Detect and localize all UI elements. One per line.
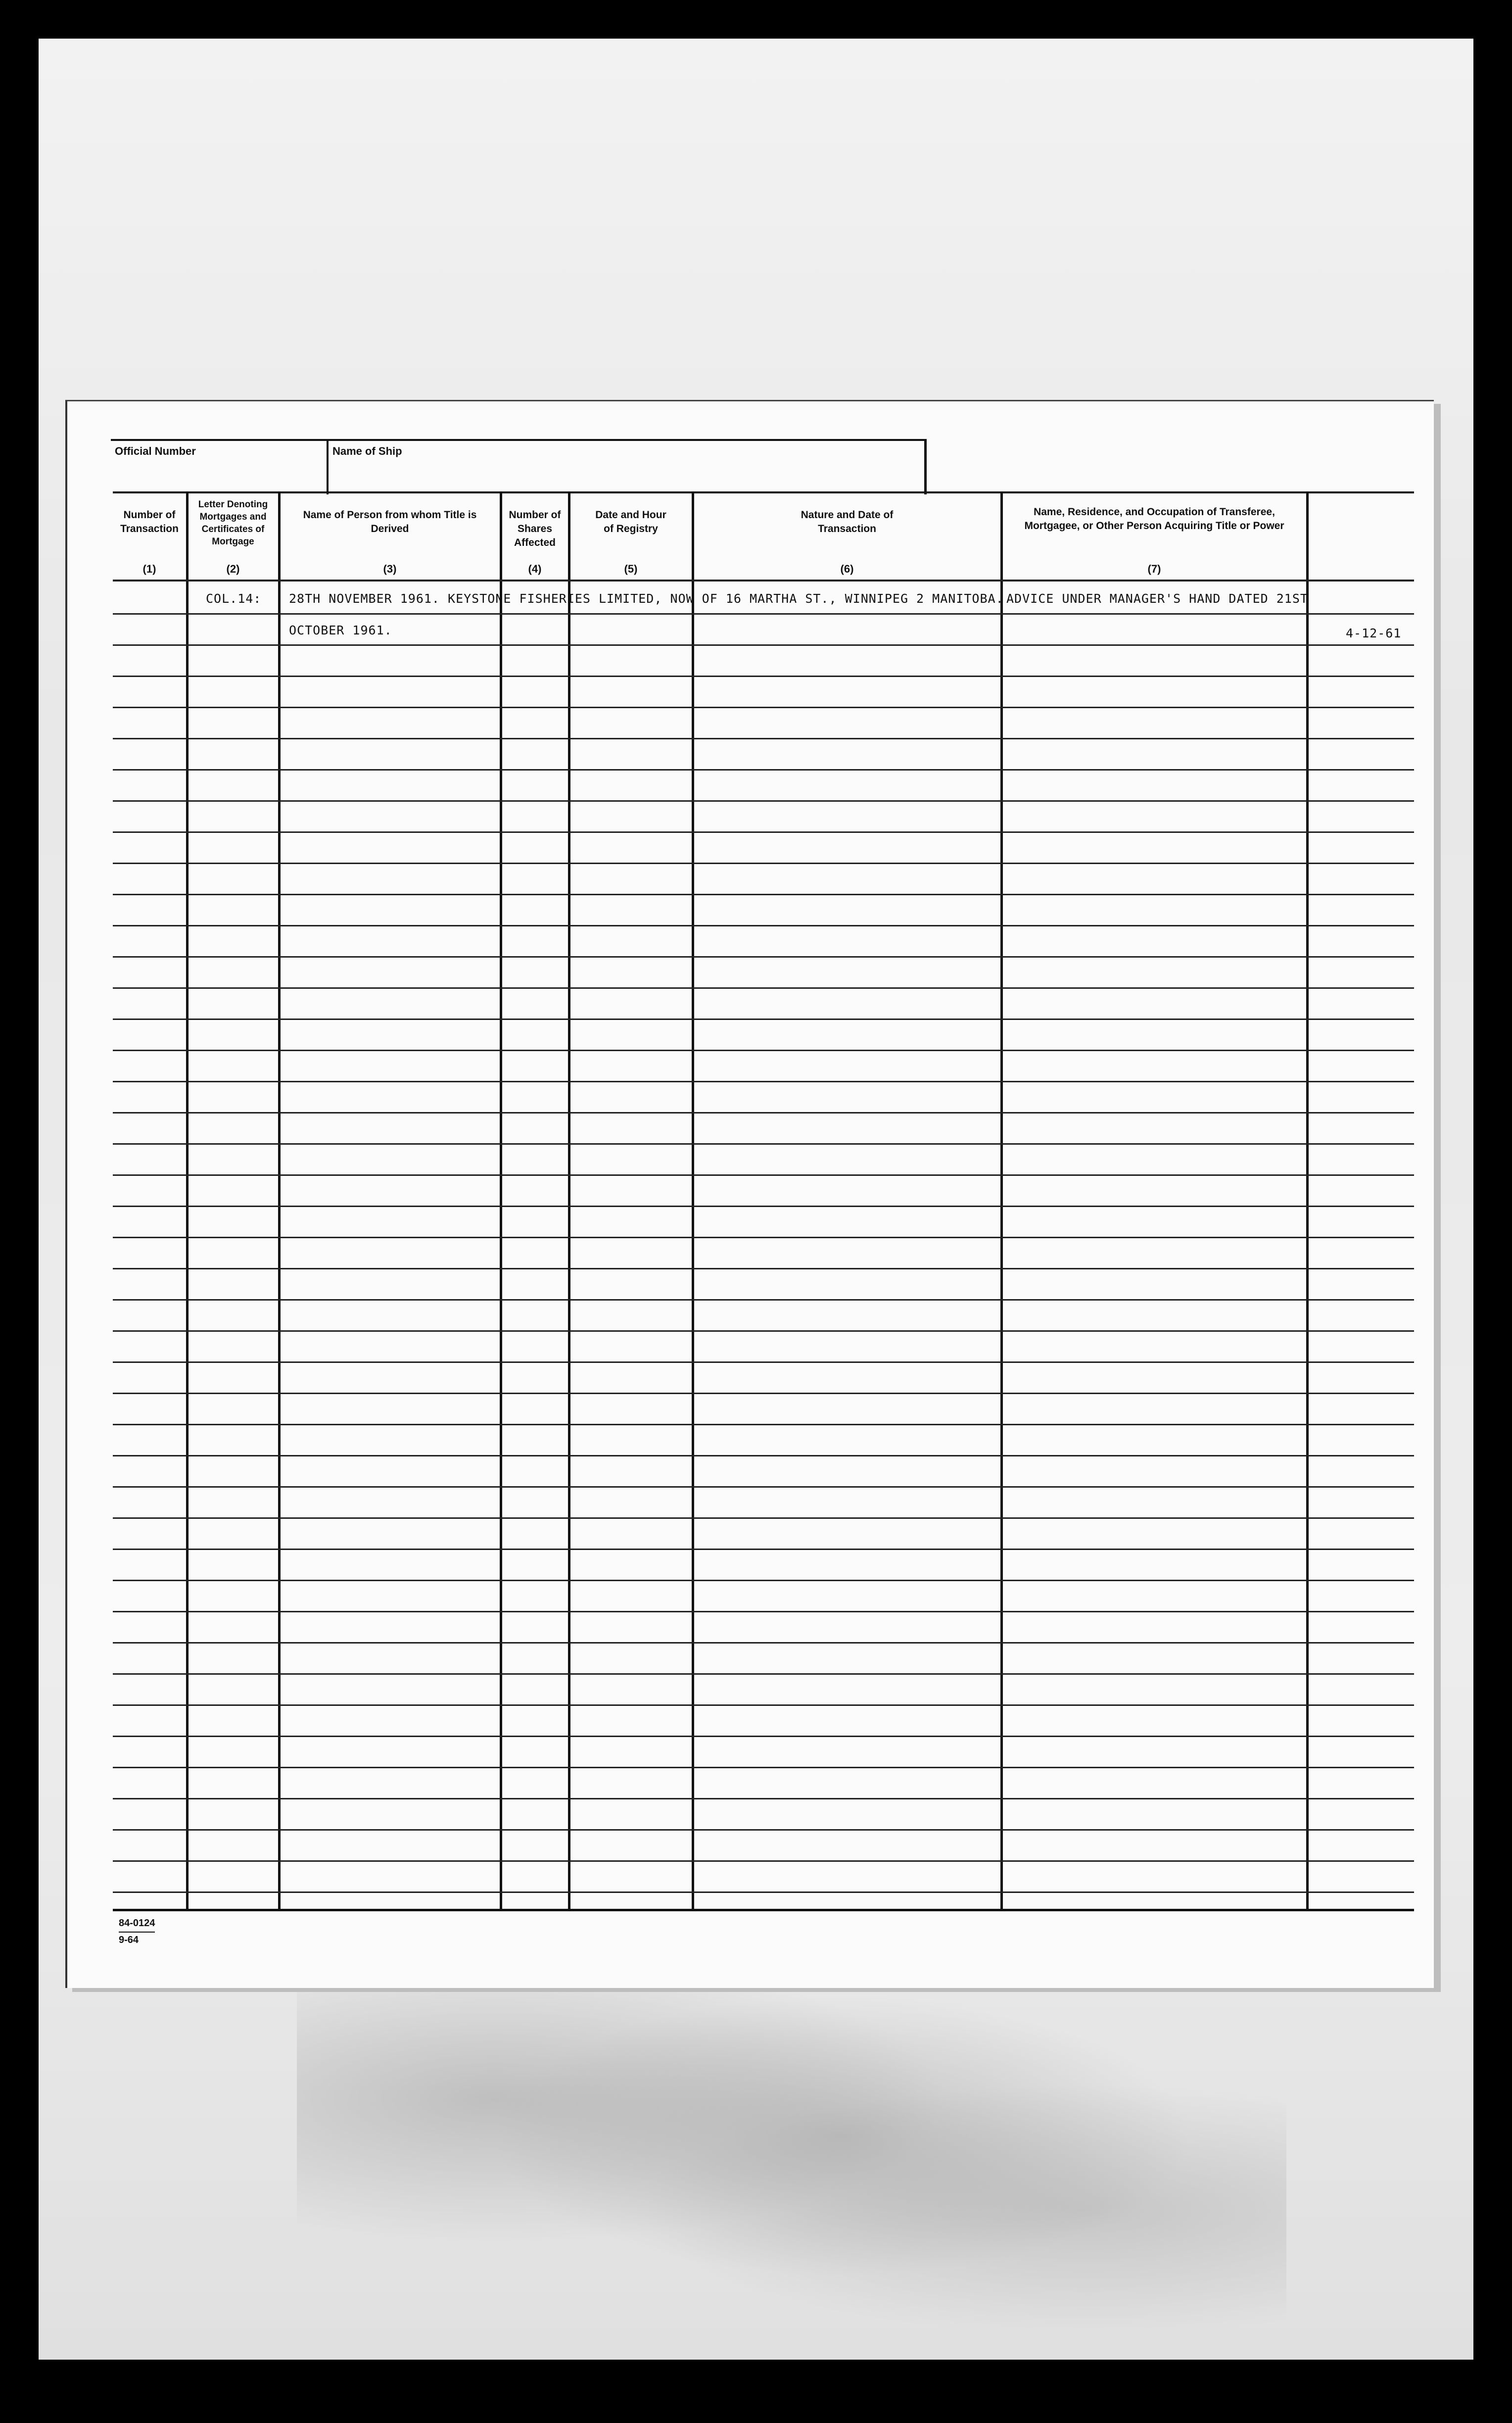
- row-rule: [113, 1798, 1414, 1799]
- row-rule: [113, 1174, 1414, 1176]
- row-rule: [113, 1361, 1414, 1363]
- row-rule: [113, 1455, 1414, 1456]
- row-rule: [113, 738, 1414, 739]
- row-rule: [113, 1891, 1414, 1893]
- column-7-title: Name, Residence, and Occupation of Transferee, Mortgagee, or Other Person Acquiring Title or Power: [1024, 506, 1284, 532]
- row-rule: [113, 1143, 1414, 1145]
- row-rule: [113, 676, 1414, 677]
- row-rule: [113, 1081, 1414, 1082]
- row-rule: [113, 1860, 1414, 1862]
- column-1-title: Number of Transaction: [120, 509, 179, 534]
- form-revision: 9-64: [119, 1935, 139, 1945]
- row-rule: [113, 707, 1414, 708]
- row-rule: [113, 1767, 1414, 1768]
- column-7-number: (7): [1147, 563, 1161, 575]
- name-of-ship-label: Name of Ship: [332, 445, 402, 457]
- table-bottom-rule: [113, 1909, 1414, 1911]
- official-number-field: [111, 439, 329, 494]
- entry-line-2: OCTOBER 1961.: [289, 623, 392, 637]
- row-rule: [113, 987, 1414, 989]
- row-rule: [113, 894, 1414, 895]
- column-4-number: (4): [528, 563, 542, 575]
- column-7: [1002, 493, 1309, 1911]
- column-5-number: (5): [624, 563, 638, 575]
- row-rule: [113, 1206, 1414, 1207]
- row-rule: [113, 644, 1414, 646]
- row-rule: [113, 925, 1414, 926]
- row-rule: [113, 863, 1414, 864]
- row-rule: [113, 1829, 1414, 1831]
- official-number-label: Official Number: [115, 445, 196, 457]
- row-rule: [113, 1050, 1414, 1051]
- column-4: [502, 493, 570, 1911]
- row-rule: [113, 956, 1414, 958]
- row-rule: [113, 1237, 1414, 1238]
- row-rule: [113, 1330, 1414, 1332]
- column-2: [188, 493, 281, 1911]
- column-4-title: Number of Shares Affected: [509, 509, 561, 548]
- row-rule: [113, 1642, 1414, 1644]
- row-rule: [113, 1673, 1414, 1675]
- row-rule: [113, 1549, 1414, 1550]
- row-rule: [113, 1393, 1414, 1394]
- column-6: [694, 493, 1003, 1911]
- ship-registry-form: [65, 400, 1434, 1988]
- column-5-title: Date and Hour of Registry: [595, 509, 666, 534]
- row-rule: [113, 831, 1414, 833]
- row-rule: [113, 1018, 1414, 1020]
- column-1: [113, 493, 189, 1911]
- scan-mottling: [297, 1989, 1286, 2356]
- row-rule: [113, 1486, 1414, 1488]
- row-rule: [113, 1517, 1414, 1519]
- column-6-title: Nature and Date of Transaction: [801, 509, 894, 534]
- entry-col-ref: COL.14:: [206, 591, 262, 606]
- transaction-table: [113, 491, 1414, 1914]
- column-2-number: (2): [226, 563, 240, 575]
- entry-line-1b: ADVICE UNDER MANAGER'S HAND DATED 21ST: [1006, 591, 1308, 606]
- column-3-title: Name of Person from whom Title is Derived: [303, 509, 477, 534]
- form-code: [119, 1916, 155, 1947]
- row-rule: [113, 1580, 1414, 1581]
- column-6-number: (6): [840, 563, 854, 575]
- row-rule: [113, 1736, 1414, 1737]
- column-3: [280, 493, 502, 1911]
- row-rule: [113, 800, 1414, 802]
- header-rule: [113, 580, 1414, 582]
- row-rule: [113, 1112, 1414, 1114]
- row-rule: [113, 613, 1414, 615]
- column-2-title: Letter Denoting Mortgages and Certificates of Mortgage: [198, 499, 268, 547]
- form-number: 84-0124: [119, 1916, 155, 1933]
- column-3-number: (3): [383, 563, 397, 575]
- row-rule: [113, 1268, 1414, 1269]
- row-rule: [113, 769, 1414, 771]
- name-of-ship-field: [329, 439, 927, 494]
- column-1-number: (1): [142, 563, 156, 575]
- entry-line-1a: 28TH NOVEMBER 1961. KEYSTONE FISHERIES LIMITED, NOW OF 16 MARTHA ST., WINNIPEG 2 MANITOBA.: [289, 591, 1004, 606]
- row-rule: [113, 1704, 1414, 1706]
- column-5: [570, 493, 694, 1911]
- row-rule: [113, 1611, 1414, 1612]
- row-rule: [113, 1299, 1414, 1301]
- row-rule: [113, 1424, 1414, 1425]
- entry-date-stamp: 4-12-61: [1346, 626, 1402, 640]
